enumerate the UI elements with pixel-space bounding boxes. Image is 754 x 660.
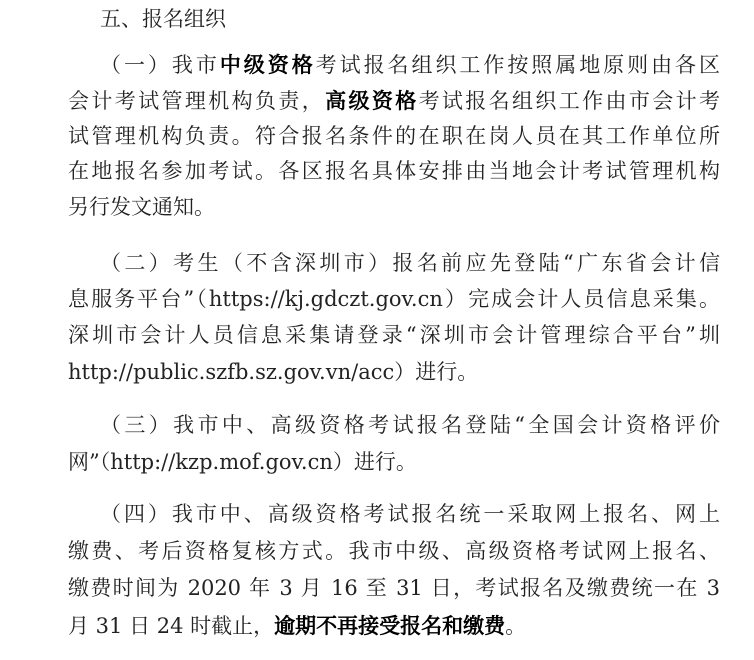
paragraph-3-line — [100, 408, 720, 442]
bold-text: 高级资格 — [325, 88, 419, 113]
paragraph-2-line — [100, 246, 720, 280]
text-segment: 会计考试管理机构负责， — [68, 89, 326, 113]
paragraph-2-line — [68, 355, 478, 389]
section-heading: 五、报名组织 — [100, 7, 226, 31]
bold-text: 逾期不再接受报名和缴费 — [274, 613, 506, 638]
paragraph-1-line — [68, 119, 720, 153]
text-segment: 缴费时间为 2020 年 3 月 16 至 31 日，考试报名及缴费统一在 3 — [68, 576, 720, 600]
paragraph-4-line — [100, 497, 720, 531]
text-segment: http://public.szfb.sz.gov.vn/acc）进行。 — [68, 360, 479, 384]
text-segment: 在地报名参加考试。各区报名具体安排由当地会计考试管理机构 — [68, 159, 720, 183]
text-segment: 。 — [505, 614, 527, 638]
text-segment: （一）我市 — [100, 53, 220, 77]
paragraph-3-line — [68, 445, 417, 479]
paragraph-2-line — [68, 318, 720, 352]
paragraph-1-line — [68, 190, 215, 224]
text-segment: 考试报名组织工作按照属地原则由各区 — [315, 53, 721, 77]
bold-text: 中级资格 — [219, 52, 316, 77]
text-segment: 另行发文通知。 — [68, 195, 215, 219]
paragraph-4-line — [68, 609, 526, 643]
text-segment: （四）我市中、高级资格考试报名统一采取网上报名、网上 — [100, 502, 720, 526]
paragraph-1-line — [100, 48, 720, 82]
text-segment: 试管理机构负责。符合报名条件的在职在岗人员在其工作单位所 — [68, 124, 720, 148]
text-segment: （二）考生（不含深圳市）报名前应先登陆“广东省会计信 — [100, 251, 720, 275]
text-segment: 息服务平台”（https://kj.gdczt.gov.cn）完成会计人员信息采集。 — [68, 287, 720, 311]
text-segment: 月 31 日 24 时截止， — [68, 614, 275, 638]
text-segment: 考试报名组织工作由市会计考 — [418, 89, 721, 113]
paragraph-4-line — [68, 534, 720, 568]
text-segment: （三）我市中、高级资格考试报名登陆“全国会计资格评价 — [100, 413, 720, 437]
paragraph-1-line — [68, 154, 720, 188]
text-segment: 缴费、考后资格复核方式。我市中级、高级资格考试网上报名、 — [68, 539, 720, 563]
paragraph-2-line — [68, 282, 720, 316]
text-segment: 深圳市会计人员信息采集请登录“深圳市会计管理综合平台”圳 — [68, 323, 720, 347]
paragraph-4-line — [68, 571, 720, 605]
text-segment: 网”（http://kzp.mof.gov.cn）进行。 — [68, 450, 417, 474]
paragraph-1-line — [68, 84, 720, 118]
